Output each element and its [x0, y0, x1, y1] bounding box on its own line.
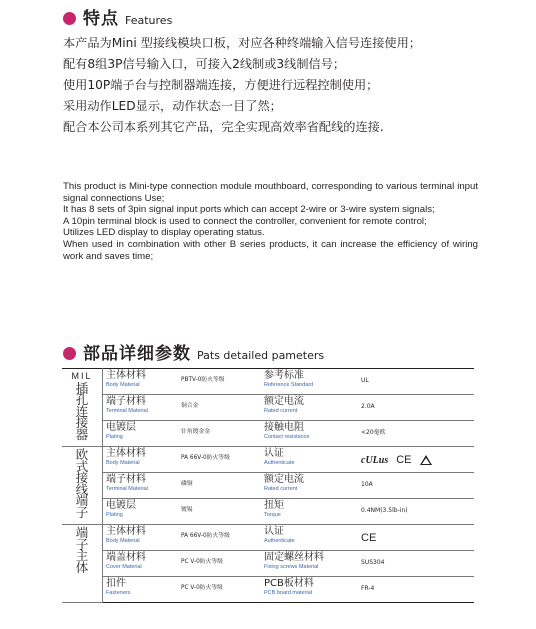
cert-icons [361, 447, 474, 466]
table-row: 端盖材料 Cover Material PC V-0防火等级 固定螺丝材料 Fixing screws Material SUS304 [62, 551, 474, 577]
feature-en-item: A 10pin terminal block is used to connect the controller, convenient for remote control; [63, 215, 427, 227]
feature-en-item: When used in combination with other B series products, it can increase the efficiency of wiring work and saves time; [63, 238, 478, 262]
table-row: 电镀层 Plating 镀锡 扭矩 Torque 0.4NM(3.5lb-in) [62, 499, 474, 525]
params-heading [63, 339, 324, 364]
features-title-cn: 特点 [83, 9, 119, 29]
params-title-en: Pats detailed pameters [197, 349, 325, 362]
table-row: 欧 式 接 线 端 子 主体材料 Body Material PA 66V-0防火等级 认证 Authenticate cULus CE [62, 447, 474, 473]
eac-cert-icon [420, 455, 432, 465]
table-row: 端子材料 Terminal Material 磷铜 额定电流 Rated current 10A [62, 473, 474, 499]
ce-cert-icon: CE [396, 454, 412, 466]
table-row: 端 子 主 体 主体材料 Body Material PA 66V-0防火等级 认证 Authenticate CE [62, 525, 474, 551]
cert-icons [361, 525, 474, 544]
table-row: 电镀层 Plating 针角镀金金 接触电阻 Contact resistance <20毫欧 [62, 421, 474, 447]
group-label-mil: MIL 插 孔 连 接 器 [62, 369, 103, 447]
group-name-vertical: 端 子 主 体 [75, 525, 89, 575]
group-name-vertical: 欧 式 接 线 端 子 [75, 447, 89, 520]
ce-cert-icon: CE [361, 532, 377, 544]
table-row: MIL 插 孔 连 接 器 主体材料 Body Material PBTV-0防火等级 参考标准 Reference Standard UL [62, 369, 474, 395]
table-row: 扣件 Fasteners PC V-0防火等级 PCB板材料 PCB board material FR-4 [62, 577, 474, 603]
group-label-terminal-body [62, 525, 103, 603]
feature-cn-item: 采用动作LED显示，动作状态一目了然； [63, 99, 282, 113]
feature-cn-item: 配有8组3P信号输入口，可接入2线制或3线制信号； [63, 57, 346, 71]
features-cn-list [63, 34, 503, 139]
feature-en-item: Utilizes LED display to display operating status. [63, 227, 265, 239]
features-heading [63, 4, 172, 29]
feature-en-item: It has 8 sets of 3pin signal input ports which can accept 2-wire or 3-wire system signals; [63, 204, 435, 216]
params-title-cn: 部品详细参数 [83, 344, 191, 364]
feature-cn-item: 使用10P端子台与控制器端连接，方便进行远程控制使用； [63, 78, 379, 92]
feature-cn-item: 配合本公司本系列其它产品，完全实现高效率省配线的连接. [63, 120, 384, 134]
group-name-vertical: 插 孔 连 接 器 [75, 380, 89, 442]
bullet-dot-icon [63, 12, 76, 25]
table-row: 端子材料 Terminal Material 铜合金 额定电流 Rated current 2.0A [62, 395, 474, 421]
features-en-list [63, 181, 478, 262]
feature-en-item: This product is Mini-type connection module mouthboard, corresponding to various terminal input signal connections Use; [63, 181, 478, 204]
params-table [62, 368, 474, 603]
bullet-dot-icon [63, 347, 76, 360]
group-label-euro-terminal [62, 447, 103, 525]
ul-cert-icon: cULus [361, 454, 389, 466]
feature-cn-item: 本产品为Mini 型接线模块口板，对应各种终端输入信号连接使用； [63, 36, 421, 50]
features-title-en: Features [125, 14, 173, 27]
